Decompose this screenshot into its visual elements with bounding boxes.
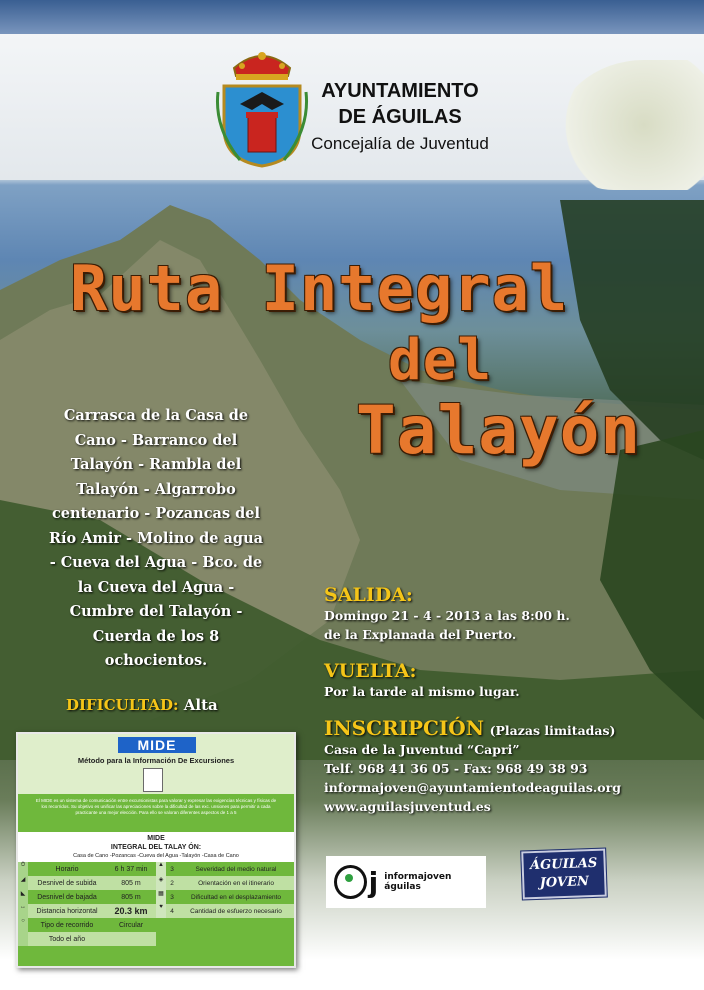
route-line: Río Amir - Molino de agua [48,529,264,547]
organization-department: Concejalía de Juventud [311,134,489,153]
mide-score-row [156,904,294,918]
mide-left-column [18,862,156,946]
mide-description: El MIDE es un sistema de comunicación entre excursionistas para valorar y expresar las exigencias técnicas y físicas de los recorridos. Su objetivo es unificar las apreciaciones sobre la dificultad de las exc. unsiones para permitir a cada practicante una mejor elección. Para ello se valoran diferentes aspectos de 1 a 5 [35,798,277,815]
informajoven-j: j [368,865,379,899]
return-section [324,660,704,701]
return-detail: Por la tarde al mismo lugar. [324,684,520,699]
downhill-icon: ◣ [18,890,28,904]
mide-score-label: Severidad del medio natural [195,865,277,873]
title-line3: Talayón [356,392,642,469]
title-line1: Ruta Integral [70,252,569,325]
mide-score: 2 [170,879,174,887]
mide-row-desnivel-bajada [18,890,156,904]
badge-line2: JOVEN [539,874,590,891]
informajoven-text: informajoven águilas [384,872,452,892]
clock-icon: ⏱ [18,862,28,876]
mide-row-desnivel-subida [18,876,156,890]
registration-note: (Plazas limitadas) [489,723,616,738]
mide-score-row [156,862,294,876]
mide-row-label: Horario [55,865,79,873]
route-line: Cuerda de los 8 [92,627,220,645]
registration-heading: INSCRIPCIÓN [324,716,484,740]
mide-right-column [156,862,294,946]
mide-table [18,862,294,946]
mide-row-value: 20.3 km [114,906,148,916]
mide-row-value: Circular [118,921,144,929]
mide-route: Casa de Cano -Pozancas -Cueva del Agua -Talayón -Casa de Cano [73,853,239,859]
departure-section [324,584,704,644]
mide-row-distancia [18,904,156,918]
mide-score-row [156,890,294,904]
difficulty [66,696,218,714]
route-line: - Cueva del Agua - Bco. de [49,554,263,571]
mide-score: 3 [170,865,174,873]
mide-score-label: Orientación en el itinerario [198,879,274,887]
departure-heading: SALIDA: [324,584,413,606]
route-line: la Cueva del Agua - [77,578,235,596]
mide-row-value: 6 h 37 min [114,865,148,873]
difficulty-value: Alta [183,696,218,714]
mide-logo: MIDE [118,737,196,753]
route-line: Carrasca de la Casa de [63,407,249,424]
mide-score-label: Dificultad en el desplazamiento [191,893,281,901]
departure-place: de la Explanada del Puerto. [324,627,517,642]
aguilas-joven-badge [521,849,607,900]
route-line: Talayón - Rambla del [70,456,242,473]
return-heading: VUELTA: [324,660,417,682]
severity-icon: ▲ [156,862,166,876]
registration-phone: Telf. 968 41 36 05 - Fax: 968 49 38 93 [324,761,588,776]
mide-row-tipo [18,918,156,932]
title-line2: del [388,328,493,393]
registration-website[interactable]: www.aguilasjuventud.es [324,799,491,814]
mide-score: 4 [170,907,174,915]
mide-header [18,734,294,794]
mide-score: 3 [170,893,174,901]
route-description [34,404,278,674]
mide-route-box [18,832,294,862]
difficulty-label: DIFICULTAD: [66,696,179,714]
informajoven-i-icon [334,865,367,899]
registration-venue: Casa de la Juventud “Capri” [324,742,520,757]
organization-name [300,78,500,130]
mide-row-value: 805 m [121,893,141,901]
mide-row-label: Distancia horizontal [36,907,98,915]
registration-email[interactable]: informajoven@ayuntamientodeaguilas.org [324,780,621,795]
informajoven-logo [326,856,486,908]
mide-info-card [16,732,296,968]
effort-icon: ♥ [156,904,166,918]
mide-row-label: Desnivel de bajada [37,893,97,901]
badge-line1: ÁGUILAS [529,855,598,874]
mide-row-label: Todo el año [48,935,86,943]
route-line: Cumbre del Talayón - [69,603,243,620]
registration-section [324,716,704,816]
mide-row-label: Desnivel de subida [37,879,97,887]
terrain-icon: ▦ [156,890,166,904]
route-line: Talayón - Algarrobo [76,480,236,498]
uphill-icon: ◢ [18,876,28,890]
mountain-icon [143,768,163,792]
mide-row-value: 805 m [121,879,141,887]
mide-row-season [18,932,156,946]
departure-date: Domingo 21 - 4 - 2013 a las 8:00 h. [324,608,570,623]
mide-subtitle: Método para la Información De Excursiones [77,756,235,765]
orientation-icon: ◈ [156,876,166,890]
route-line: centenario - Pozancas del [51,505,261,522]
org-name-line1: AYUNTAMIENTO [321,80,479,102]
org-name-line2: DE ÁGUILAS [338,106,462,128]
calendar-icon [18,932,28,946]
mide-title1: MIDE [147,835,165,842]
route-line: ochocientos. [104,652,208,669]
mide-title2: INTEGRAL DEL TALAY ÓN: [110,844,202,851]
mide-score-label: Cantidad de esfuerzo necesario [190,907,282,915]
route-line: Cano - Barranco del [74,431,238,449]
distance-icon: ↔ [18,904,28,918]
top-band [0,0,704,34]
mide-row-label: Tipo de recorrido [40,921,94,929]
mide-score-row [156,876,294,890]
mide-row-horario [18,862,156,876]
loop-icon: ○ [18,918,28,932]
